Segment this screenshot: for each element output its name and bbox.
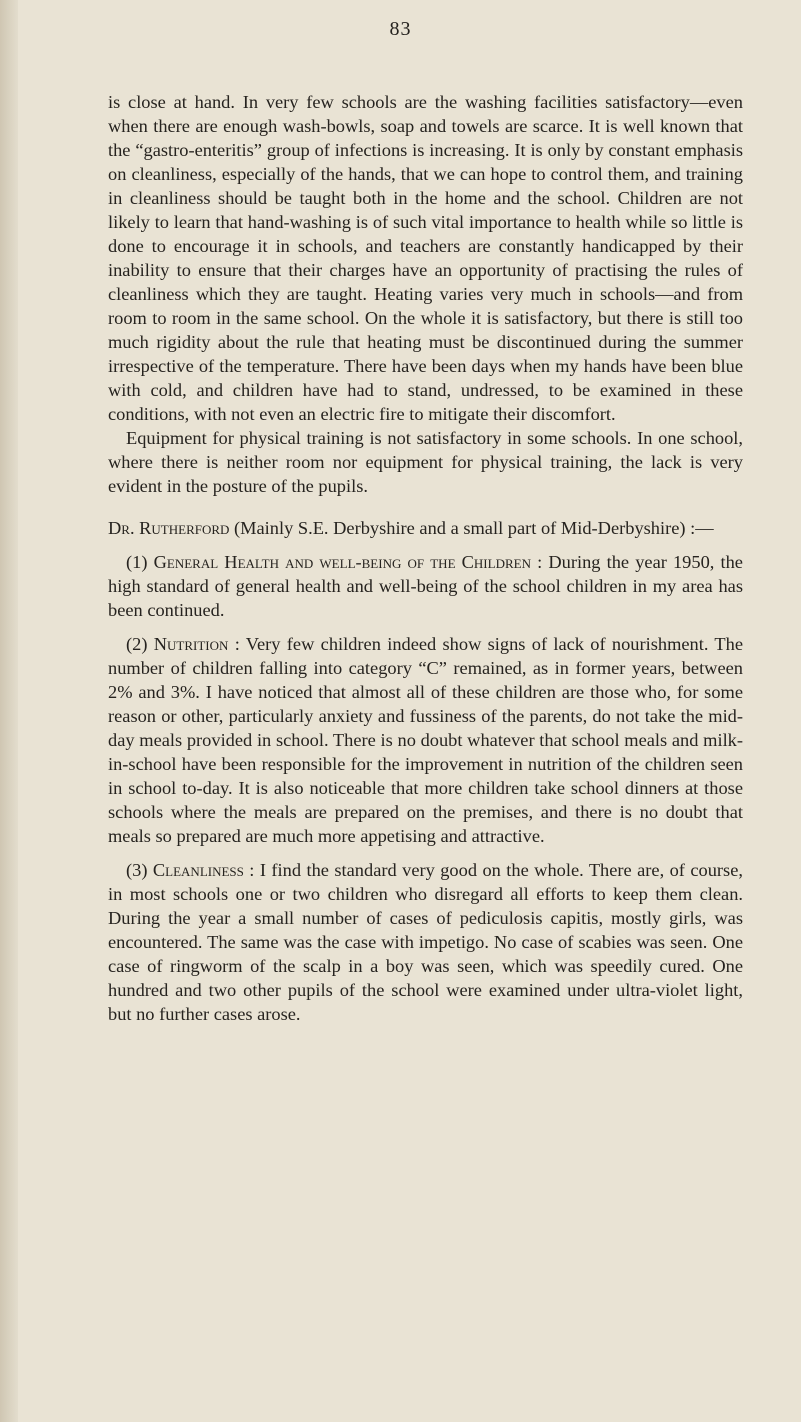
section-2-title: Nutrition : (153, 634, 240, 654)
section-1-number: (1) (126, 552, 148, 572)
section-1 (108, 550, 743, 622)
intro-paragraph-1: is close at hand. In very few schools are the washing facilities satisfactory—even when there are enough wash-bowls, soap and towels are scarce. It is well known that the “gastro-enteritis” group of infections is increasing. It is only by constant emphasis on cleanliness, especially of the hands, that we can hope to control them, and training in cleanliness should be taught both in the home and the school. Children are not likely to learn that hand-washing is of such vital importance to health while so little is done to encourage it in schools, and teachers are constantly handicapped by their inability to ensure that their charges have an opportunity of practising the rules of cleanliness which they are taught. Heating varies very much in schools—and from room to room in the same school. On the whole it is satisfactory, but there is still too much rigidity about the rule that heating must be discontinued during the summer irrespective of the temperature. There have been days when my hands have been blue with cold, and children have had to stand, undressed, to be examined in these conditions, with not even an electric fire to mitigate their discomfort. (108, 92, 743, 424)
section-2-text: Very few children indeed show signs of lack of nourishment. The number of children falling into category “C” remained, as in former years, between 2% and 3%. I have noticed that almost all of these children are those who, for some reason or other, particularly anxiety and fussiness of the parents, do not take the mid-day meals provided in school. There is no doubt whatever that school meals and milk-in-school have been responsible for the improvement in nutrition of the children seen in school to-day. It is also noticeable that more children take school dinners at those schools where the meals are prepared on the premises, and there is no doubt that meals so prepared are much more appetising and attractive. (108, 634, 743, 846)
doctor-name: Dr. Rutherford (108, 518, 230, 538)
section-3 (108, 858, 743, 1026)
doctor-area: (Mainly S.E. Derbyshire and a small part of Mid-Derbyshire) :— (234, 518, 714, 538)
body-text (108, 90, 743, 1026)
section-1-title: General Health and well-being of the Children : (153, 552, 543, 572)
section-3-number: (3) (126, 860, 148, 880)
section-2-number: (2) (126, 634, 148, 654)
section-1-text: During the year 1950, the high standard of general health and well-being of the school children in my area has been continued. (108, 552, 743, 620)
section-3-title: Cleanliness : (152, 860, 255, 880)
page-spine-shadow (0, 0, 18, 1422)
page-number: 83 (389, 18, 412, 40)
section-3-text: I find the standard very good on the whole. There are, of course, in most schools one or two children who disregard all efforts to keep them clean. During the year a small number of cases of pediculosis capitis, mostly girls, was encountered. The same was the case with impetigo. No case of scabies was seen. One case of ringworm of the scalp in a boy was seen, which was speedily cured. One hundred and two other pupils of the school were examined under ultra-violet light, but no further cases arose. (108, 860, 743, 1024)
doctor-heading (108, 516, 743, 540)
section-2 (108, 632, 743, 848)
intro-paragraph-2: Equipment for physical training is not satisfactory in some schools. In one school, where there is neither room nor equipment for physical training, the lack is very evident in the posture of the pupils. (108, 428, 743, 496)
